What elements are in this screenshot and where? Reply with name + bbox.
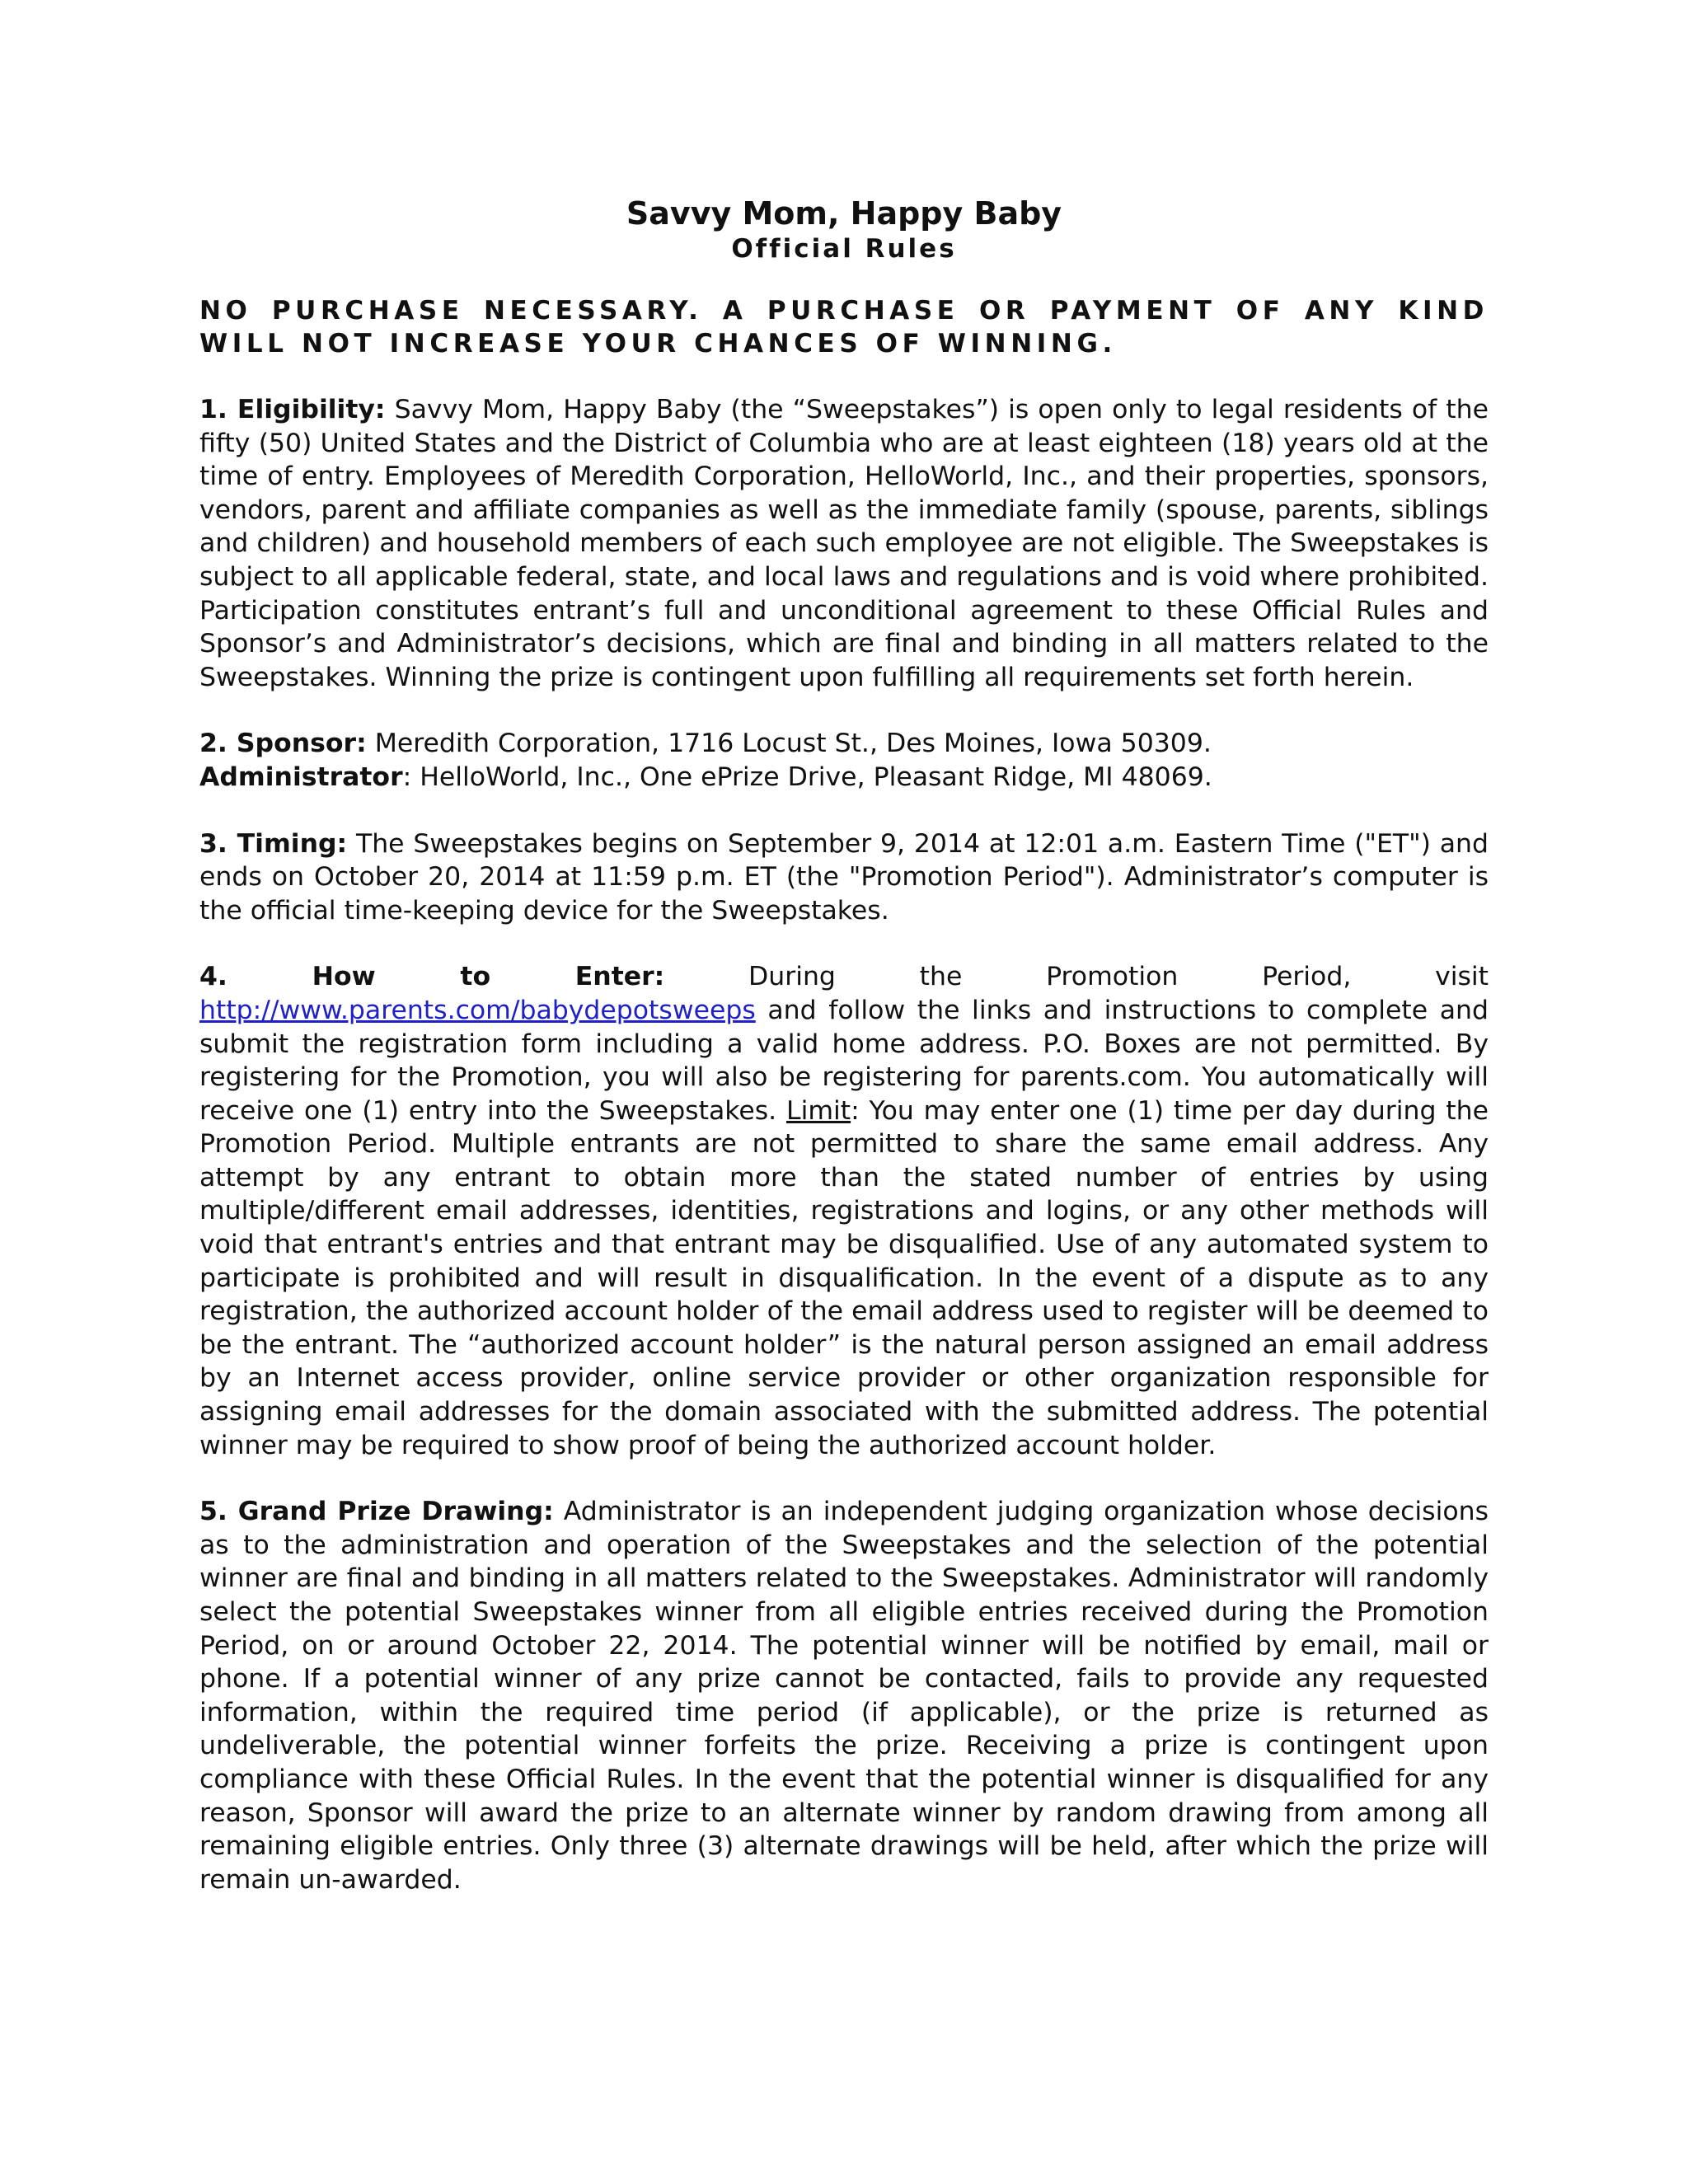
administrator-label: Administrator: [199, 762, 403, 792]
grand-prize-heading: 5. Grand Prize Drawing:: [199, 1497, 554, 1527]
section-how-to-enter: [199, 960, 1489, 1462]
section-grand-prize: [199, 1495, 1489, 1896]
how-to-enter-body-1: and follow the links and instructions to complete and submit the registration form including a valid home address. P.O. Boxes are not permitted. By registering for the Promotion, you will also be registering for parents.com. You automatically will receive one (1) entry into the Sweepstakes.: [199, 995, 1489, 1126]
how-to-enter-lead: During the Promotion Period, visit: [748, 962, 1489, 992]
rules-page: [199, 194, 1489, 1896]
how-to-enter-first-line: [199, 960, 1489, 994]
section-timing: [199, 827, 1489, 928]
eligibility-heading: 1. Eligibility:: [199, 395, 386, 424]
eligibility-body: Savvy Mom, Happy Baby (the “Sweepstakes”) is open only to legal residents of the fifty (50) United States and the District of Columbia who are at least eighteen (18) years old at the time of entry. Employees of Meredith Corporation, HelloWorld, Inc., and their properties, sponsors, vendors, parent and affiliate companies as well as the immediate family (spouse, parents, siblings and children) and household members of each such employee are not eligible. The Sweepstakes is subject to all applicable federal, state, and local laws and regulations and is void where prohibited. Participation constitutes entrant’s full and unconditional agreement to these Official Rules and Sponsor’s and Administrator’s decisions, which are final and binding in all matters related to the Sweepstakes. Winning the prize is contingent upon fulfilling all requirements set forth herein.: [199, 395, 1489, 692]
page-subtitle: Official Rules: [731, 234, 957, 264]
timing-body: The Sweepstakes begins on September 9, 2014 at 12:01 a.m. Eastern Time ("ET") and ends on October 20, 2014 at 11:59 p.m. ET (the "Promotion Period"). Administrator’s computer is the official time-keeping device for the Sweepstakes.: [199, 828, 1489, 926]
how-to-enter-heading: 4. How to Enter:: [199, 962, 665, 992]
no-purchase-notice: NO PURCHASE NECESSARY. A PURCHASE OR PAYMENT OF ANY KIND WILL NOT INCREASE YOUR CHANCES OF WINNING.: [199, 296, 1489, 359]
section-sponsor: [199, 727, 1489, 794]
administrator-body: : HelloWorld, Inc., One ePrize Drive, Pleasant Ridge, MI 48069.: [402, 762, 1212, 792]
sponsor-heading: 2. Sponsor:: [199, 729, 367, 759]
page-title: Savvy Mom, Happy Baby: [626, 195, 1062, 232]
sponsor-body: Meredith Corporation, 1716 Locust St., Des Moines, Iowa 50309.: [366, 729, 1212, 759]
sweepstakes-link[interactable]: http://www.parents.com/babydepotsweeps: [199, 995, 756, 1025]
limit-label: Limit: [786, 1095, 851, 1126]
grand-prize-body: Administrator is an independent judging organization whose decisions as to the administration and operation of the Sweepstakes and the selection of the potential winner are final and binding in all matters related to the Sweepstakes. Administrator will randomly select the potential Sweepstakes winner from all eligible entries received during the Promotion Period, on or around October 22, 2014. The potential winner will be notified by email, mail or phone. If a potential winner of any prize cannot be contacted, fails to provide any requested information, within the required time period (if applicable), or the prize is returned as undeliverable, the potential winner forfeits the prize. Receiving a prize is contingent upon compliance with these Official Rules. In the event that the potential winner is disqualified for any reason, Sponsor will award the prize to an alternate winner by random drawing from among all remaining eligible entries. Only three (3) alternate drawings will be held, after which the prize will remain un-awarded.: [199, 1497, 1489, 1895]
timing-heading: 3. Timing:: [199, 828, 348, 859]
section-eligibility: [199, 393, 1489, 694]
how-to-enter-body-2: : You may enter one (1) time per day during the Promotion Period. Multiple entrants are not permitted to share the same email address. Any attempt by any entrant to obtain more than the stated number of entries by using multiple/different email addresses, identities, registrations and logins, or any other methods will void that entrant's entries and that entrant may be disqualified. Use of any automated system to participate is prohibited and will result in disqualification. In the event of a dispute as to any registration, the authorized account holder of the email address used to register will be deemed to be the entrant. The “authorized account holder” is the natural person assigned an email address by an Internet access provider, online service provider or other organization responsible for assigning email addresses for the domain associated with the submitted address. The potential winner may be required to show proof of being the authorized account holder.: [199, 1095, 1489, 1460]
